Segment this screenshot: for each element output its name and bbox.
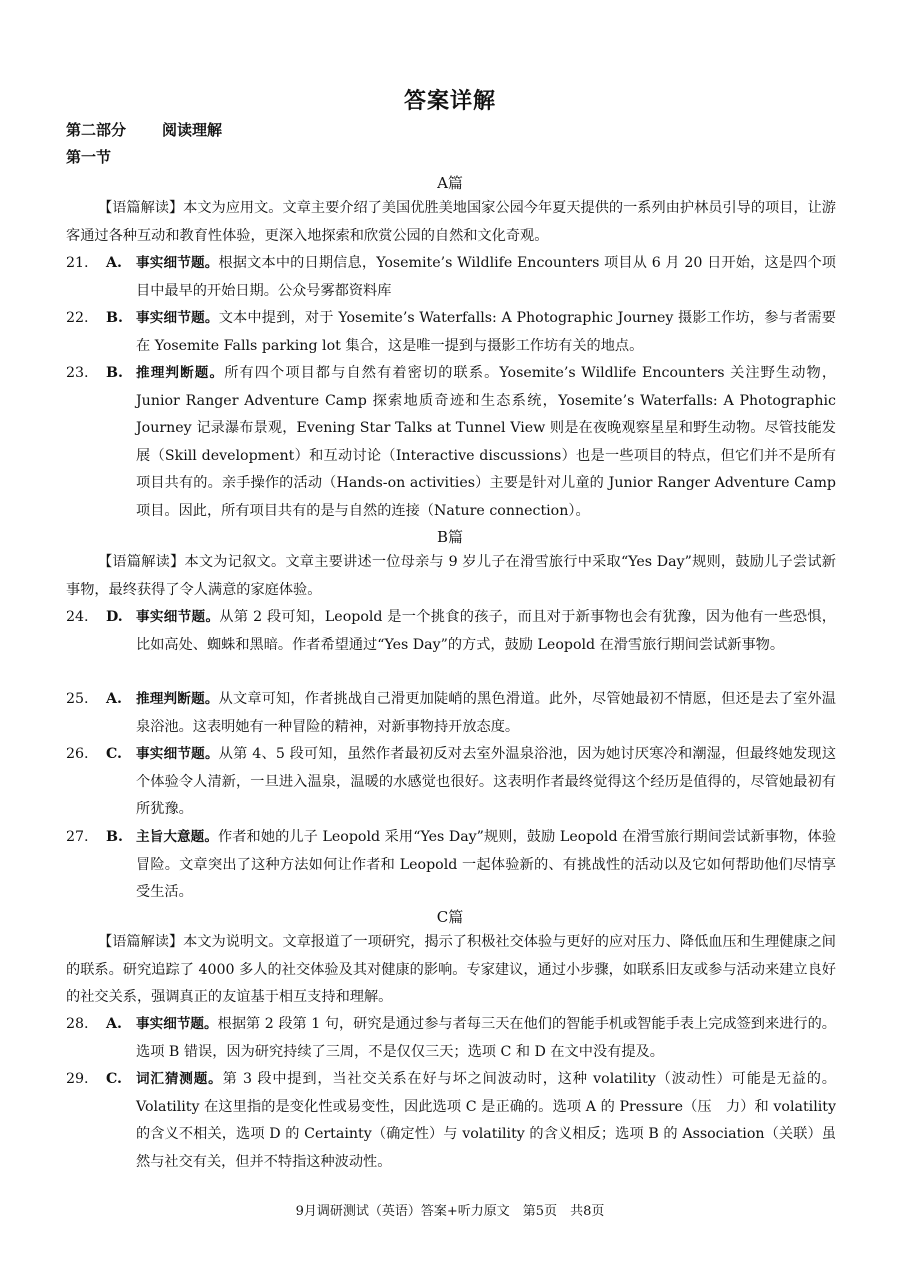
question-number: 28.	[66, 1016, 89, 1032]
question-explanation: 第 3 段中提到，当社交关系在好与坏之间波动时，这种 volatility（波动性）可能是无益的。Volatility 在这里指的是变化性或易变性，因此选项 C 是正确的。选项 A 的 Pressure（压 力）和 volatility 的含义不相关，选项 D 的 Certainty（确定性）与 volatility 的含义相反；选项 B 的 Association（关联）虽然与社交有关，但并不特指这种波动性。	[136, 1071, 836, 1170]
question-answer: C.	[106, 746, 122, 762]
question-number: 24.	[66, 609, 89, 625]
question-explanation: 作者和她的儿子 Leopold 采用“Yes Day”规则，鼓励 Leopold 在滑雪旅行期间尝试新事物，体验冒险。文章突出了这种方法如何让作者和 Leopold 一起体验新的、有挑战性的活动以及它如何帮助他们尽情享受生活。	[136, 829, 837, 900]
question-type: 推理判断题。	[136, 691, 219, 707]
question-answer: A.	[106, 255, 122, 271]
question-answer: B.	[106, 829, 123, 845]
question-item	[66, 741, 836, 824]
question-explanation: 从文章可知，作者挑战自己滑更加陡峭的黑色滑道。此外，尽管她最初不情愿，但还是去了室外温泉浴池。这表明她有一种冒险的精神，对新事物持开放态度。	[136, 691, 836, 735]
question-type: 词汇猜测题。	[136, 1071, 223, 1087]
question-item	[66, 604, 836, 659]
question-explanation: 从第 2 段可知，Leopold 是一个挑食的孩子，而且对于新事物也会有犹豫，因为他有一些恐惧，比如高处、蜘蛛和黑暗。作者希望通过“Yes Day”的方式，鼓励 Leopold 在滑雪旅行期间尝试新事物。	[136, 609, 836, 653]
question-explanation: 根据第 2 段第 1 句，研究是通过参与者每三天在他们的智能手机或智能手表上完成签到来进行的。选项 B 错误，因为研究持续了三周，不是仅仅三天；选项 C 和 D 在文中没有提及。	[136, 1016, 836, 1060]
question-number: 26.	[66, 746, 89, 762]
question-type: 主旨大意题。	[136, 829, 219, 845]
page-title: 答案详解	[403, 89, 496, 114]
question-type: 事实细节题。	[136, 255, 219, 271]
part-heading	[66, 119, 222, 140]
question-number: 29.	[66, 1071, 89, 1087]
question-explanation: 所有四个项目都与自然有着密切的联系。Yosemite’s Wildlife Encounters 关注野生动物，Junior Ranger Adventure Camp 探索地质奇迹和生态系统，Yosemite’s Waterfalls: A Photographic Journey 记录瀑布景观，Evening Star Talks at Tunnel View 则是在夜晚观察星星和野生动物。尽管技能发展（Skill development）和互动讨论（Interactive discussions）也是一些项目的特点，但它们并不是所有项目共有的。亲手操作的活动（Hands-on activities）主要是针对儿童的 Junior Ranger Adventure Camp 项目。因此，所有项目共有的是与自然的连接（Nature connection）。	[136, 365, 837, 519]
question-type: 事实细节题。	[136, 1016, 218, 1032]
question-item	[66, 686, 836, 741]
question-type: 事实细节题。	[136, 609, 220, 625]
question-explanation: 根据文本中的日期信息，Yosemite’s Wildlife Encounters 项目从 6 月 20 日开始，这是四个项目中最早的开始日期。公众号雾都资料库	[136, 255, 836, 299]
question-item	[66, 360, 836, 525]
question-type: 事实细节题。	[136, 310, 219, 326]
question-number: 25.	[66, 691, 89, 707]
passage-intro-a: 【语篇解读】本文为应用文。文章主要介绍了美国优胜美地国家公园今年夏天提供的一系列由护林员引导的项目，让游客通过各种互动和教育性体验，更深入地探索和欣赏公园的自然和文化奇观。	[66, 200, 836, 244]
question-item	[66, 250, 836, 305]
section-heading: 第一节	[66, 148, 112, 166]
passage-title-c: C篇	[436, 908, 464, 926]
passage-title-b: B篇	[436, 528, 464, 546]
question-explanation: 文本中提到，对于 Yosemite’s Waterfalls: A Photographic Journey 摄影工作坊，参与者需要在 Yosemite Falls parking lot 集合，这是唯一提到与摄影工作坊有关的地点。	[136, 310, 836, 354]
question-item	[66, 1066, 836, 1176]
passage-intro-b: 【语篇解读】本文为记叙文。文章主要讲述一位母亲与 9 岁儿子在滑雪旅行中采取“Yes Day”规则，鼓励儿子尝试新事物，最终获得了令人满意的家庭体验。	[66, 554, 836, 598]
question-answer: A.	[106, 691, 122, 707]
page-footer: 9月调研测试（英语）答案+听力原文 第5页 共8页	[295, 1204, 605, 1219]
passage-title-a: A篇	[437, 174, 463, 192]
question-answer: B.	[106, 365, 123, 381]
question-number: 22.	[66, 310, 89, 326]
question-type: 事实细节题。	[136, 746, 219, 762]
part-label: 第二部分	[66, 121, 127, 139]
question-number: 21.	[66, 255, 89, 271]
question-explanation: 从第 4、5 段可知，虽然作者最初反对去室外温泉浴池，因为她讨厌寒冷和潮湿，但最终她发现这个体验令人清新，一旦进入温泉，温暖的水感觉也很好。这表明作者最终觉得这个经历是值得的，尽管她最初有所犹豫。	[136, 746, 837, 817]
question-item	[66, 824, 836, 907]
passage-intro-c: 【语篇解读】本文为说明文。文章报道了一项研究，揭示了积极社交体验与更好的应对压力、降低血压和生理健康之间的联系。研究追踪了 4000 多人的社交体验及其对健康的影响。专家建议，通过小步骤，如联系旧友或参与活动来建立良好的社交关系，强调真正的友谊基于相互支持和理解。	[66, 934, 836, 1005]
part-name: 阅读理解	[162, 121, 223, 139]
question-item	[66, 1011, 836, 1066]
question-type: 推理判断题。	[136, 365, 225, 381]
question-answer: C.	[106, 1071, 122, 1087]
question-answer: A.	[106, 1016, 122, 1032]
question-answer: D.	[106, 609, 123, 625]
question-answer: B.	[106, 310, 123, 326]
question-number: 27.	[66, 829, 89, 845]
question-item	[66, 305, 836, 360]
question-number: 23.	[66, 365, 89, 381]
